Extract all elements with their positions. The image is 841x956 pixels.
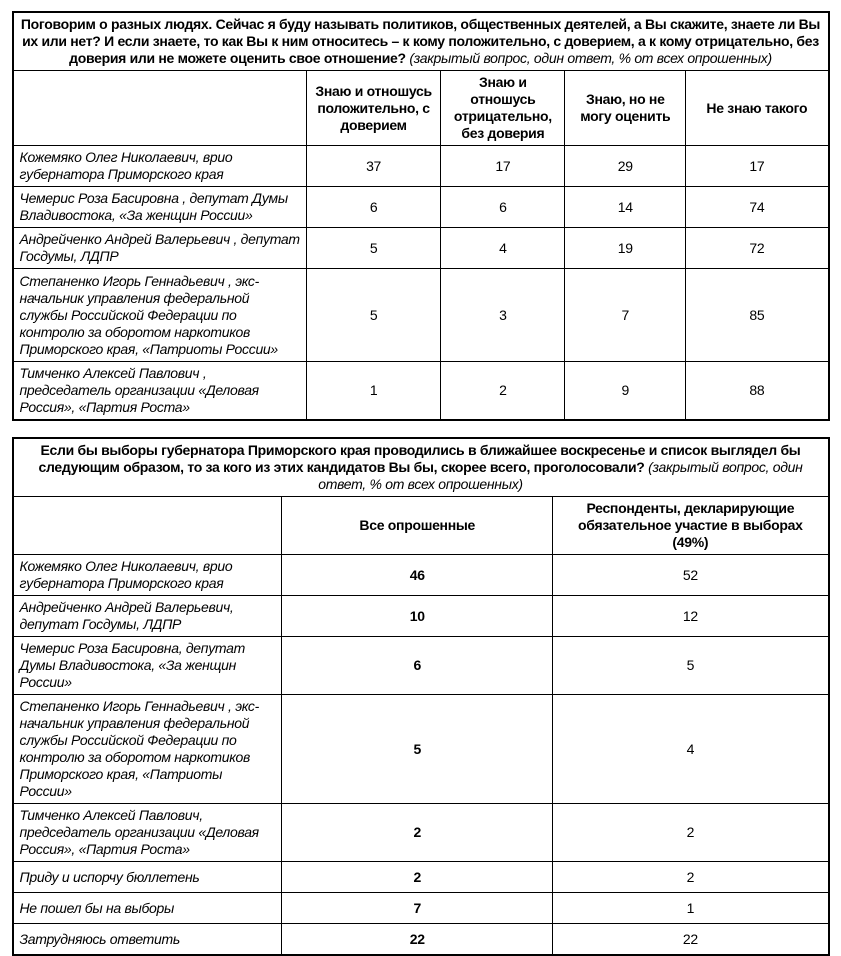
value-cell-declared: 5 <box>553 637 829 695</box>
politician-name: Кожемяко Олег Николаевич, врио губернатора Приморского края <box>13 146 307 187</box>
value-cell: 14 <box>565 187 686 228</box>
value-cell-all: 7 <box>282 893 553 924</box>
table2-title-text: Если бы выборы губернатора Приморского края проводились в ближайшее воскресенье и список выглядел бы следующим образом, то за кого из этих кандидатов Вы бы, скорее всего, проголосовали? <box>38 442 801 475</box>
value-cell-declared: 4 <box>553 695 829 804</box>
col-header-empty <box>13 71 307 146</box>
candidate-row <box>13 695 829 804</box>
value-cell: 6 <box>441 187 565 228</box>
politician-name: Чемерис Роза Басировна , депутат Думы Владивостока, «За женщин России» <box>13 187 307 228</box>
answer-row <box>13 924 829 956</box>
candidate-name: Чемерис Роза Басировна, депутат Думы Владивостока, «За женщин России» <box>13 637 282 695</box>
answer-label: Затрудняюсь ответить <box>13 924 282 956</box>
value-cell-all: 22 <box>282 924 553 956</box>
answer-row <box>13 862 829 893</box>
value-cell: 1 <box>306 362 441 421</box>
value-cell: 7 <box>565 269 686 362</box>
value-cell-declared: 52 <box>553 555 829 596</box>
candidate-name: Кожемяко Олег Николаевич, врио губернатора Приморского края <box>13 555 282 596</box>
answer-label: Не пошел бы на выборы <box>13 893 282 924</box>
politician-name: Тимченко Алексей Павлович , председатель организации «Деловая Россия», «Партия Роста» <box>13 362 307 421</box>
candidate-row <box>13 555 829 596</box>
col-header-empty <box>13 497 282 555</box>
answer-label: Приду и испорчу бюллетень <box>13 862 282 893</box>
value-cell: 5 <box>306 269 441 362</box>
table1-title-text: Поговорим о разных людях. Сейчас я буду называть политиков, общественных деятелей, а Вы скажите, знаете ли Вы их или нет? И если знаете, то как Вы к ним относитесь – к кому положительно, с доверием, а к кому отрицательно, без доверия или не можете оценить свое отношение? <box>20 16 821 66</box>
value-cell: 19 <box>565 228 686 269</box>
col-header-know-negative: Знаю и отношусь отрицательно, без доверия <box>441 71 565 146</box>
politician-name: Андрейченко Андрей Валерьевич , депутат Госдумы, ЛДПР <box>13 228 307 269</box>
value-cell-all: 6 <box>282 637 553 695</box>
politician-row <box>13 269 829 362</box>
table2-question-title <box>13 438 829 497</box>
tables-gap <box>12 421 830 437</box>
table1-header-row <box>13 71 829 146</box>
politician-row <box>13 187 829 228</box>
table2-title-note: (закрытый вопрос, один ответ, % от всех опрошенных) <box>318 459 803 492</box>
value-cell-all: 46 <box>282 555 553 596</box>
value-cell: 9 <box>565 362 686 421</box>
value-cell: 4 <box>441 228 565 269</box>
value-cell-declared: 12 <box>553 596 829 637</box>
table1-question-title <box>13 12 829 71</box>
value-cell: 74 <box>686 187 829 228</box>
value-cell: 88 <box>686 362 829 421</box>
table1-title-note: (закрытый вопрос, один ответ, % от всех опрошенных) <box>409 50 772 66</box>
table2-header-row <box>13 497 829 555</box>
value-cell: 72 <box>686 228 829 269</box>
value-cell-declared: 1 <box>553 893 829 924</box>
col-header-all-respondents: Все опрошенные <box>282 497 553 555</box>
survey-document <box>12 11 830 956</box>
table1-title-row <box>13 12 829 71</box>
value-cell: 29 <box>565 146 686 187</box>
value-cell-all: 2 <box>282 804 553 862</box>
candidate-name: Тимченко Алексей Павлович, председатель организации «Деловая Россия», «Партия Роста» <box>13 804 282 862</box>
col-header-declared-participation: Респонденты, декларирующие обязательное участие в выборах (49%) <box>553 497 829 555</box>
politician-row <box>13 146 829 187</box>
col-header-dont-know: Не знаю такого <box>686 71 829 146</box>
candidate-row <box>13 804 829 862</box>
value-cell: 5 <box>306 228 441 269</box>
value-cell: 6 <box>306 187 441 228</box>
value-cell: 17 <box>441 146 565 187</box>
table2-title-row <box>13 438 829 497</box>
candidate-row <box>13 637 829 695</box>
governor-vote-table <box>12 437 830 956</box>
value-cell-declared: 22 <box>553 924 829 956</box>
col-header-know-cannot-rate: Знаю, но не могу оценить <box>565 71 686 146</box>
politician-row <box>13 228 829 269</box>
value-cell: 17 <box>686 146 829 187</box>
value-cell: 2 <box>441 362 565 421</box>
value-cell-all: 2 <box>282 862 553 893</box>
candidate-name: Андрейченко Андрей Валерьевич, депутат Госдумы, ЛДПР <box>13 596 282 637</box>
candidate-name: Степаненко Игорь Геннадьевич , экс-начальник управления федеральной службы Российской Федерации по контролю за оборотом наркотиков Приморского края, «Патриоты России» <box>13 695 282 804</box>
value-cell-all: 5 <box>282 695 553 804</box>
politician-row <box>13 362 829 421</box>
value-cell: 3 <box>441 269 565 362</box>
value-cell: 85 <box>686 269 829 362</box>
value-cell: 37 <box>306 146 441 187</box>
col-header-know-positive: Знаю и отношусь положительно, с доверием <box>306 71 441 146</box>
value-cell-declared: 2 <box>553 862 829 893</box>
value-cell-declared: 2 <box>553 804 829 862</box>
answer-row <box>13 893 829 924</box>
politician-name: Степаненко Игорь Геннадьевич , экс-начальник управления федеральной службы Российской Федерации по контролю за оборотом наркотиков Приморского края, «Патриоты России» <box>13 269 307 362</box>
candidate-row <box>13 596 829 637</box>
value-cell-all: 10 <box>282 596 553 637</box>
politicians-attitude-table <box>12 11 830 421</box>
